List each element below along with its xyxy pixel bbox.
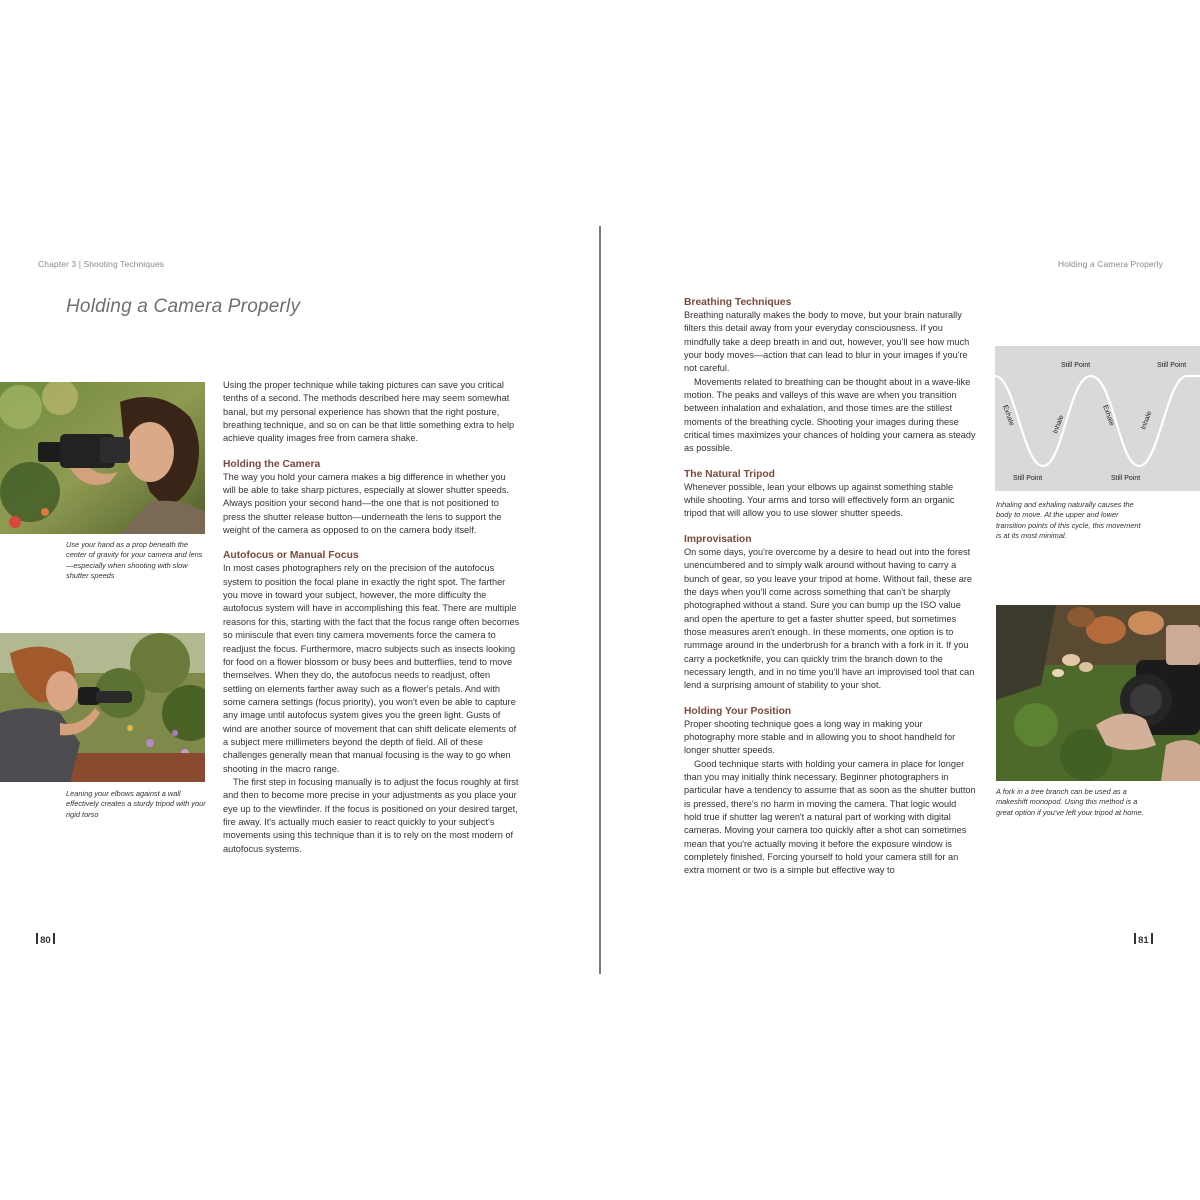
photo-branch-monopod [996,605,1200,781]
heading-holding-camera: Holding the Camera [223,458,321,470]
running-header-right: Holding a Camera Properly [1057,259,1163,269]
diagram-label-still-point-bottom-1: Still Point [1013,475,1043,482]
caption-photo-1: Use your hand as a prop beneath the center of gravity for your camera and lens—especially when shooting with slow shutter speeds [66,540,203,580]
heading-holding-position: Holding Your Position [684,705,792,717]
page-number-left: 80 [36,933,55,946]
running-header-left: Chapter 3 | Shooting Techniques [38,259,165,269]
diagram-label-still-point-bottom-2: Still Point [1111,475,1141,482]
right-text-column [684,296,976,878]
diagram-label-exhale-2: Exhale [1101,404,1116,427]
heading-breathing: Breathing Techniques [684,297,792,308]
paragraph-natural-tripod: Whenever possible, lean your elbows up against something stable while shooting. Your arms and torso will effectively form an organic tripod that will allow you to use slower shutter speeds. [684,481,955,519]
diagram-label-still-point-top-1: Still Point [1061,362,1091,369]
caption-photo-2: Leaning your elbows against a wall effectively creates a sturdy tripod with your rigid torso [66,789,206,819]
spine-divider [599,226,601,974]
diagram-label-exhale-1: Exhale [1001,404,1016,427]
breathing-wave-diagram [995,346,1200,491]
heading-improvisation: Improvisation [684,533,752,545]
page-number-right: 81 [1134,933,1153,946]
paragraph-breathing-2: Movements related to breathing can be thought about in a wave-like motion. The peaks and valleys of this wave are when you transition between inhalation and exhalation, and those times are the stillest moments of the breathing cycle. Shooting your images during these critical times maximizes your chances of holding your camera as steady as possible. [684,376,976,454]
heading-natural-tripod: The Natural Tripod [684,468,775,480]
diagram-label-still-point-top-2: Still Point [1157,362,1187,369]
photo-elbows-wall [0,633,205,782]
caption-diagram: Inhaling and exhaling naturally causes the body to move. At the upper and lower transition points of this cycle, this movement is at its most minimal. [996,500,1141,540]
page-title: Holding a Camera Properly [66,296,301,317]
breathing-wave-line [995,376,1200,466]
paragraph-improvisation: On some days, you're overcome by a desire to head out into the forest unencumbered and to simply walk around without having to carry a bunch of gear, so you leave your tripod at home. Without fail, these are the days when you'll come across something that can't be sharply photographed without a stand. Sure you can bump up the ISO value and open the aperture to get a faster shutter speed, but sometimes those measures aren't enough. In these moments, one option is to rummage around in the underbrush for a branch with a fork in it. If you carry a pocketknife, you can quickly trim the branch down to the necessary length, and in no time you'll have an improvised tool that can lend a surprising amount of stability to your shot. [684,546,975,691]
diagram-label-inhale-1: Inhale [1052,414,1066,435]
paragraph-holding-camera: The way you hold your camera makes a big difference in whether you will be able to take sharp pictures, especially at slower shutter speeds. Always position your second hand—the one that is not positioned to press the shutter release button—underneath the lens to support the weight of the camera as opposed to on the camera body itself. [223,471,509,536]
caption-photo-3: A fork in a tree branch can be used as a makeshift monopod. Using this method is a great option if you've left your tripod at home. [996,787,1144,817]
paragraph-breathing-1: Breathing naturally makes the body to move, but your brain naturally filters this detail away from your everyday consciousness. If you mindfully take a deep breath in and out, however, you'll see how much your body moves—action that can lead to blur in your images if you're not careful. [684,310,970,374]
paragraph-holding-position-1: Proper shooting technique goes a long way in making your photography more stable and in allowing you to shoot handheld for longer shutter speeds. [684,718,956,756]
left-text-column [223,379,520,856]
paragraph-holding-position-2: Good technique starts with holding your camera in place for longer than you may initially think necessary. Beginner photographers in particular have a tendency to assume that as soon as the shutter button is pressed, there's no harm in moving the camera. That logic would hold true if shutter lag weren't a natural part of working with digital cameras. Moving your camera too quickly after a shot can sometimes mean that you're actually moving it before the exposure window is completely finished. Forcing yourself to hold your camera still for an extra moment or two is a simple but effective way to [684,758,976,876]
paragraph-autofocus-2: The first step in focusing manually is to adjust the focus roughly at first and then to become more precise in your adjustments as you place your eye up to the viewfinder. If the focus is positioned on your desired target, fire away. It's actually much easier to react quickly to your subject's movements using this technique than it is to rely on the most modern of autofocus systems. [223,776,519,854]
paragraph-autofocus-1: In most cases photographers rely on the precision of the autofocus system to position the focal plane in exactly the right spot. The farther you move in toward your subject, however, the more difficulty the autofocus system will have in accomplishing this feat. There are multiple reasons for this, starting with the fact that the focus range often becomes so miniscule that even tiny camera movements force the camera to readjust the focus. Furthermore, macro subjects such as insects looking for food on a flower blossom or busy bees and butterflies, tend to move themselves. When they do, the autofocus needs to readjust, often settling on elements farther away such as a flower's petals. And with some camera settings (focus priority), you won't even be able to capture any image until autofocus system gives you the green light. Gusts of wind are another source of movement that can shift delicate elements of a subject mere millimeters beyond the depth of field. All of these challenges generally mean that manual focusing is the way to go when shooting in the macro range. [223,563,520,774]
intro-paragraph: Using the proper technique while taking pictures can save you critical tenths of a second. The methods described here may seem somewhat banal, but my personal experience has shown that the right posture, breathing technique, and so on can be that little something extra to help achieve quality images free from camera shake. [223,380,515,444]
heading-autofocus: Autofocus or Manual Focus [223,550,359,562]
photo-hand-prop [0,382,205,534]
diagram-label-inhale-2: Inhale [1140,410,1154,431]
